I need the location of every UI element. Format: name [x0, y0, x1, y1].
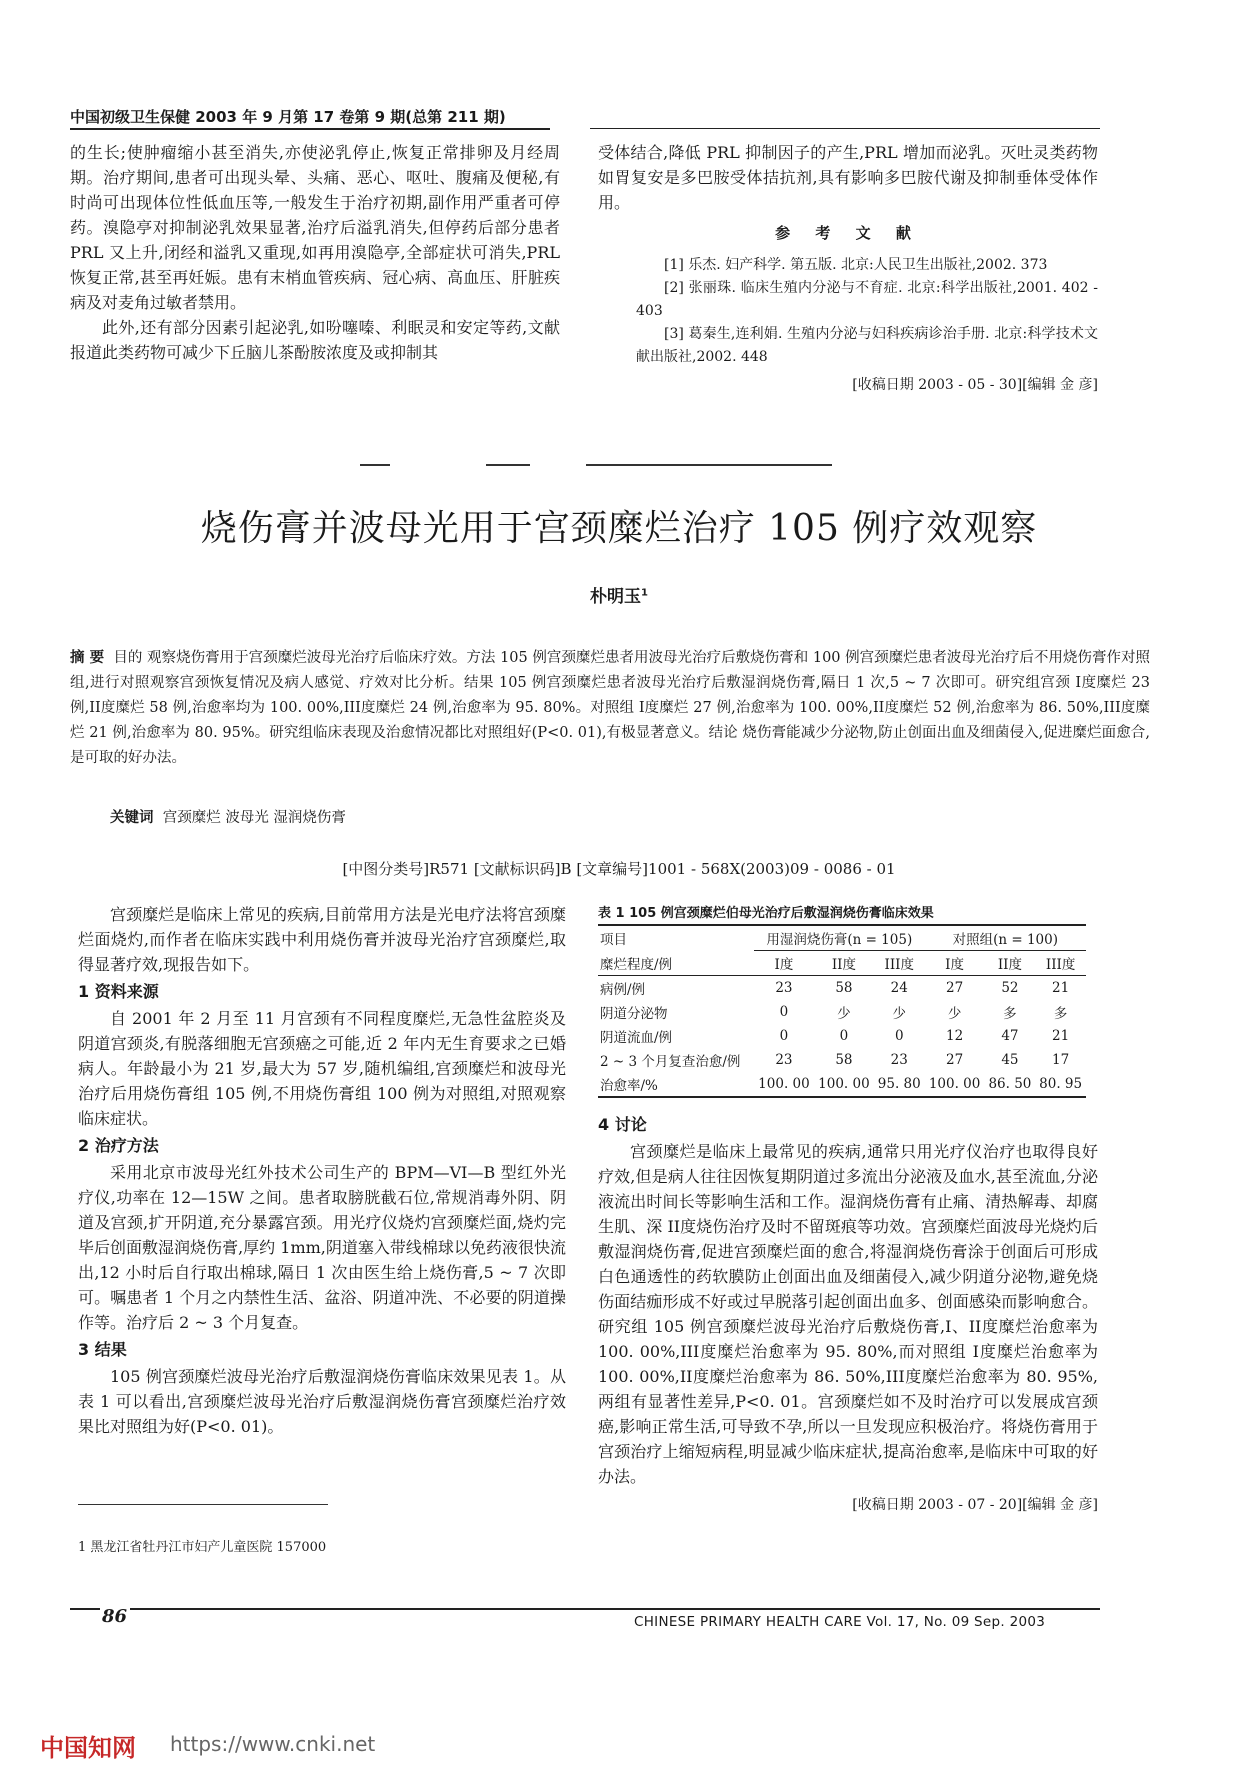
- table-cell: 21: [1052, 980, 1070, 996]
- table-cell: 0: [894, 1028, 904, 1044]
- table-cell: 100. 00: [758, 1076, 810, 1092]
- table-cell: 17: [1052, 1052, 1070, 1068]
- prev-paragraph: 受体结合,降低 PRL 抑制因子的产生,PRL 增加而泌乳。灭吐灵类药物如胃复安是多巴胺受体拮抗剂,具有影响多巴胺代谢及抑制垂体受体作用。: [598, 143, 1098, 212]
- prev-article-right-column: [598, 140, 1098, 398]
- table-degree: II度: [997, 957, 1022, 973]
- table-row-label: 治愈率/%: [600, 1078, 658, 1094]
- table-cell: 12: [945, 1028, 964, 1044]
- cnki-url[interactable]: https://www.cnki.net: [170, 1732, 376, 1756]
- article-right-column: [598, 1110, 1098, 1518]
- footnote: 1 黑龙江省牡丹江市妇产儿童医院 157000: [78, 1540, 327, 1555]
- table-cell: 58: [835, 1052, 853, 1068]
- reference-item: [1] 乐杰. 妇产科学. 第五版. 北京:人民卫生出版社,2002. 373: [664, 257, 1048, 273]
- body-paragraph: 宫颈糜烂是临床上常见的疾病,目前常用方法是光电疗法将宫颈糜烂面烧灼,而作者在临床实践中利用烧伤膏并波母光治疗宫颈糜烂,取得显著疗效,现报告如下。: [78, 905, 566, 974]
- table-row-label: 2 ~ 3 个月复查治愈/例: [600, 1054, 741, 1070]
- keywords-label: 关键词: [110, 810, 154, 826]
- table-cell: 24: [890, 980, 908, 996]
- prev-article-left-column: [70, 140, 560, 365]
- table-cell: 27: [945, 1052, 964, 1068]
- prev-paragraph: 的生长;使肿瘤缩小甚至消失,亦使泌乳停止,恢复正常排卵及月经周期。治疗期间,患者可出现头晕、头痛、恶心、呕吐、腹痛及便秘,有时尚可出现体位性低血压等,一般发生于治疗初期,副作用严重者可停药。溴隐亭对抑制泌乳效果显著,治疗后溢乳消失,但停药后部分患者 PRL 又上升,闭经和溢乳又重现,如再用溴隐亭,全部症状可消失,PRL 恢复正常,甚至再妊娠。患有末梢血管疾病、冠心病、高血压、肝脏疾病及对麦角过敏者禁用。: [70, 143, 560, 312]
- footer-rule: [130, 1608, 1100, 1610]
- table-cell: 23: [890, 1052, 908, 1068]
- body-paragraph: 105 例宫颈糜烂波母光治疗后敷湿润烧伤膏临床效果见表 1。从表 1 可以看出,宫颈糜烂波母光治疗后敷湿润烧伤膏宫颈糜烂治疗效果比对照组为好(P<0. 01)。: [78, 1367, 566, 1436]
- table-cell: 27: [945, 980, 964, 996]
- table-row: [598, 976, 1086, 1001]
- abstract-text: 目的 观察烧伤膏用于宫颈糜烂波母光治疗后临床疗效。方法 105 例宫颈糜烂患者用波母光治疗后敷烧伤膏和 100 例宫颈糜烂患者波母光治疗后不用烧伤膏作对照组,进行对照观察宫颈恢复情况及病人感觉、疗效对比分析。结果 105 例宫颈糜烂患者波母光治疗后敷湿润烧伤膏,隔日 1 次,5 ~ 7 次即可。研究组宫颈 I度糜烂 23 例,II度糜烂 58 例,治愈率均为 100. 00%,III度糜烂 24 例,治愈率为 95. 80%。对照组 I度糜烂 27 例,治愈率为 100. 00%,II度糜烂 52 例,治愈率为 86. 50%,III度糜烂 21 例,治愈率为 80. 95%。研究组临床表现及治愈情况都比对照组好(P<0. 01),有极显著意义。结论 烧伤膏能减少分泌物,防止创面出血及细菌侵入,促进糜烂面愈合,是可取的好办法。: [70, 650, 1150, 766]
- keywords: [110, 806, 346, 827]
- table-block: [598, 902, 1098, 1098]
- table-group-control: 对照组(n = 100): [925, 925, 1086, 951]
- reference-item: [2] 张丽珠. 临床生殖内分泌与不育症. 北京:科学出版社,2001. 402 - 403: [636, 280, 1098, 319]
- table-cell: 86. 50: [988, 1076, 1032, 1092]
- table-degree: I度: [774, 957, 794, 973]
- table-cell: 多: [1003, 1006, 1017, 1022]
- abstract: [70, 646, 1150, 771]
- body-paragraph: 采用北京市波母光红外技术公司生产的 BPM—VI—B 型红外光疗仪,功率在 12—15W 之间。患者取膀胱截石位,常规消毒外阴、阴道及宫颈,扩开阴道,充分暴露宫颈。用光疗仪烧灼宫颈糜烂面,烧灼完毕后创面敷湿润烧伤膏,厚约 1mm,阴道塞入带线棉球以免药液很快流出,12 小时后自行取出棉球,隔日 1 次由医生给上烧伤膏,5 ~ 7 次即可。嘱患者 1 个月之内禁性生活、盆浴、阴道冲洗、不必要的阴道操作等。治疗后 2 ~ 3 个月复查。: [78, 1163, 566, 1332]
- keywords-text: 宫颈糜烂 波母光 湿润烧伤膏: [162, 810, 346, 826]
- table-row: [598, 1048, 1086, 1072]
- table-cell: 0: [779, 1028, 789, 1044]
- reference-item: [3] 葛秦生,连利娟. 生殖内分泌与妇科疾病诊治手册. 北京:科学技术文献出版社,2002. 448: [636, 326, 1098, 365]
- table-cell: 少: [947, 1006, 962, 1022]
- table-degree: III度: [884, 957, 914, 973]
- classification-line: [中图分类号]R571 [文献标识码]B [文章编号]1001 - 568X(2003)09 - 0086 - 01: [342, 860, 896, 878]
- footnote-rule: [78, 1504, 328, 1505]
- table-cell: 0: [839, 1028, 849, 1044]
- section-heading: 3 结果: [78, 1340, 127, 1359]
- table-group-study: 用湿润烧伤膏(n = 105): [754, 925, 925, 951]
- received-date: [收稿日期 2003 - 07 - 20][编辑 金 彦]: [852, 1497, 1098, 1513]
- table-subheader-row: [598, 951, 1086, 976]
- table-row-label: 病例/例: [600, 982, 646, 998]
- header-rule: [70, 128, 550, 130]
- results-table: [598, 924, 1086, 1098]
- body-paragraph: 宫颈糜烂是临床上最常见的疾病,通常只用光疗仪治疗也取得良好疗效,但是病人往往因恢复期阴道过多流出分泌液及血水,甚至流血,分泌液流出时间长等影响生活和工作。湿润烧伤膏有止痛、清热解毒、却腐生肌、深 II度烧伤治疗及时不留斑痕等功效。宫颈糜烂面波母光烧灼后敷湿润烧伤膏,促进宫颈糜烂面的愈合,将湿润烧伤膏涂于创面后可形成白色通透性的药软膜防止创面出血及细菌侵入,减少阴道分泌物,避免烧伤面结痂形成不好或过早脱落引起创面出血多、创面感染而影响愈合。研究组 105 例宫颈糜烂波母光治疗后敷烧伤膏,I、II度糜烂治愈率为 100. 00%,III度糜烂治愈率为 95. 80%,而对照组 I度糜烂治愈率为 100. 00%,II度糜烂治愈率为 86. 50%,III度糜烂治愈率为 80. 95%,两组有显著性差异,P<0. 01。宫颈糜烂如不及时治疗可以发展成宫颈癌,影响正常生活,可导致不孕,所以一旦发现应积极治疗。将烧伤膏用于宫颈治疗上缩短病程,明显减少临床症状,提高治愈率,是临床中可取的好办法。: [598, 1142, 1098, 1486]
- table-cell: 23: [775, 1052, 793, 1068]
- table-cell: 0: [779, 1004, 789, 1020]
- table-degree: I度: [945, 957, 964, 973]
- table-cell: 95. 80: [877, 1076, 921, 1092]
- table-row-label: 阴道流血/例: [600, 1030, 673, 1046]
- table-cell: 45: [1001, 1052, 1019, 1068]
- table-cell: 23: [775, 980, 793, 996]
- cnki-logo: 中国知网: [40, 1734, 136, 1762]
- section-heading: 2 治疗方法: [78, 1136, 159, 1155]
- table-degree: II度: [831, 957, 856, 973]
- table-row-label: 阴道分泌物: [600, 1006, 668, 1022]
- table-cell: 80. 95: [1039, 1076, 1083, 1092]
- author-mark: 1: [641, 587, 648, 599]
- table-row: [598, 1000, 1086, 1024]
- article-author: [0, 582, 1238, 607]
- table-caption: 表 1 105 例宫颈糜烂伯母光治疗后敷湿润烧伤膏临床效果: [598, 906, 934, 921]
- table-cell: 58: [835, 980, 853, 996]
- received-date: [收稿日期 2003 - 05 - 30][编辑 金 彦]: [852, 377, 1098, 393]
- table-header-row: [598, 925, 1086, 951]
- page-number: 86: [102, 1606, 128, 1627]
- table-cell: 少: [892, 1006, 906, 1022]
- separator: [586, 464, 832, 466]
- section-heading: 4 讨论: [598, 1115, 647, 1134]
- table-cell: 47: [1001, 1028, 1019, 1044]
- table-cell: 21: [1052, 1028, 1070, 1044]
- table-col-item: 项目: [600, 932, 627, 949]
- header-rule-right: [590, 128, 1100, 129]
- journal-footer: CHINESE PRIMARY HEALTH CARE Vol. 17, No. 09 Sep. 2003: [634, 1614, 1046, 1630]
- body-paragraph: 自 2001 年 2 月至 11 月宫颈有不同程度糜烂,无急性盆腔炎及阴道宫颈炎,有脱落细胞无宫颈癌之可能,近 2 年内无生育要求之已婚病人。年龄最小为 21 岁,最大为 57 岁,随机编组,宫颈糜烂和波母光治疗后用烧伤膏组 105 例,不用烧伤膏组 100 例为对照组,对照观察临床症状。: [78, 1009, 566, 1128]
- table-cell: 52: [1001, 980, 1019, 996]
- table-subheader-label: 糜烂程度/例: [600, 956, 673, 973]
- prev-paragraph: 此外,还有部分因素引起泌乳,如吩噻嗪、利眠灵和安定等药,文献报道此类药物可减少下丘脑儿茶酚胺浓度及或抑制其: [70, 318, 560, 362]
- section-heading: 1 资料来源: [78, 982, 159, 1001]
- table-cell: 少: [837, 1006, 851, 1022]
- table-cell: 100. 00: [928, 1076, 981, 1092]
- separator: [360, 464, 390, 466]
- abstract-label: 摘 要: [70, 650, 105, 666]
- separator: [486, 464, 530, 466]
- table-row: [598, 1072, 1086, 1097]
- table-degree: III度: [1045, 957, 1076, 973]
- article-left-column: [78, 902, 566, 1439]
- table-cell: 多: [1053, 1006, 1068, 1022]
- running-head: 中国初级卫生保健 2003 年 9 月第 17 卷第 9 期(总第 211 期): [70, 108, 506, 126]
- footer-rule-left: [70, 1608, 100, 1610]
- table-row: [598, 1024, 1086, 1048]
- table-cell: 100. 00: [818, 1076, 870, 1092]
- article-title: 烧伤膏并波母光用于宫颈糜烂治疗 105 例疗效观察: [200, 508, 1038, 549]
- author-name: 朴明玉: [590, 587, 642, 607]
- references-title: 参 考 文 献: [775, 224, 921, 242]
